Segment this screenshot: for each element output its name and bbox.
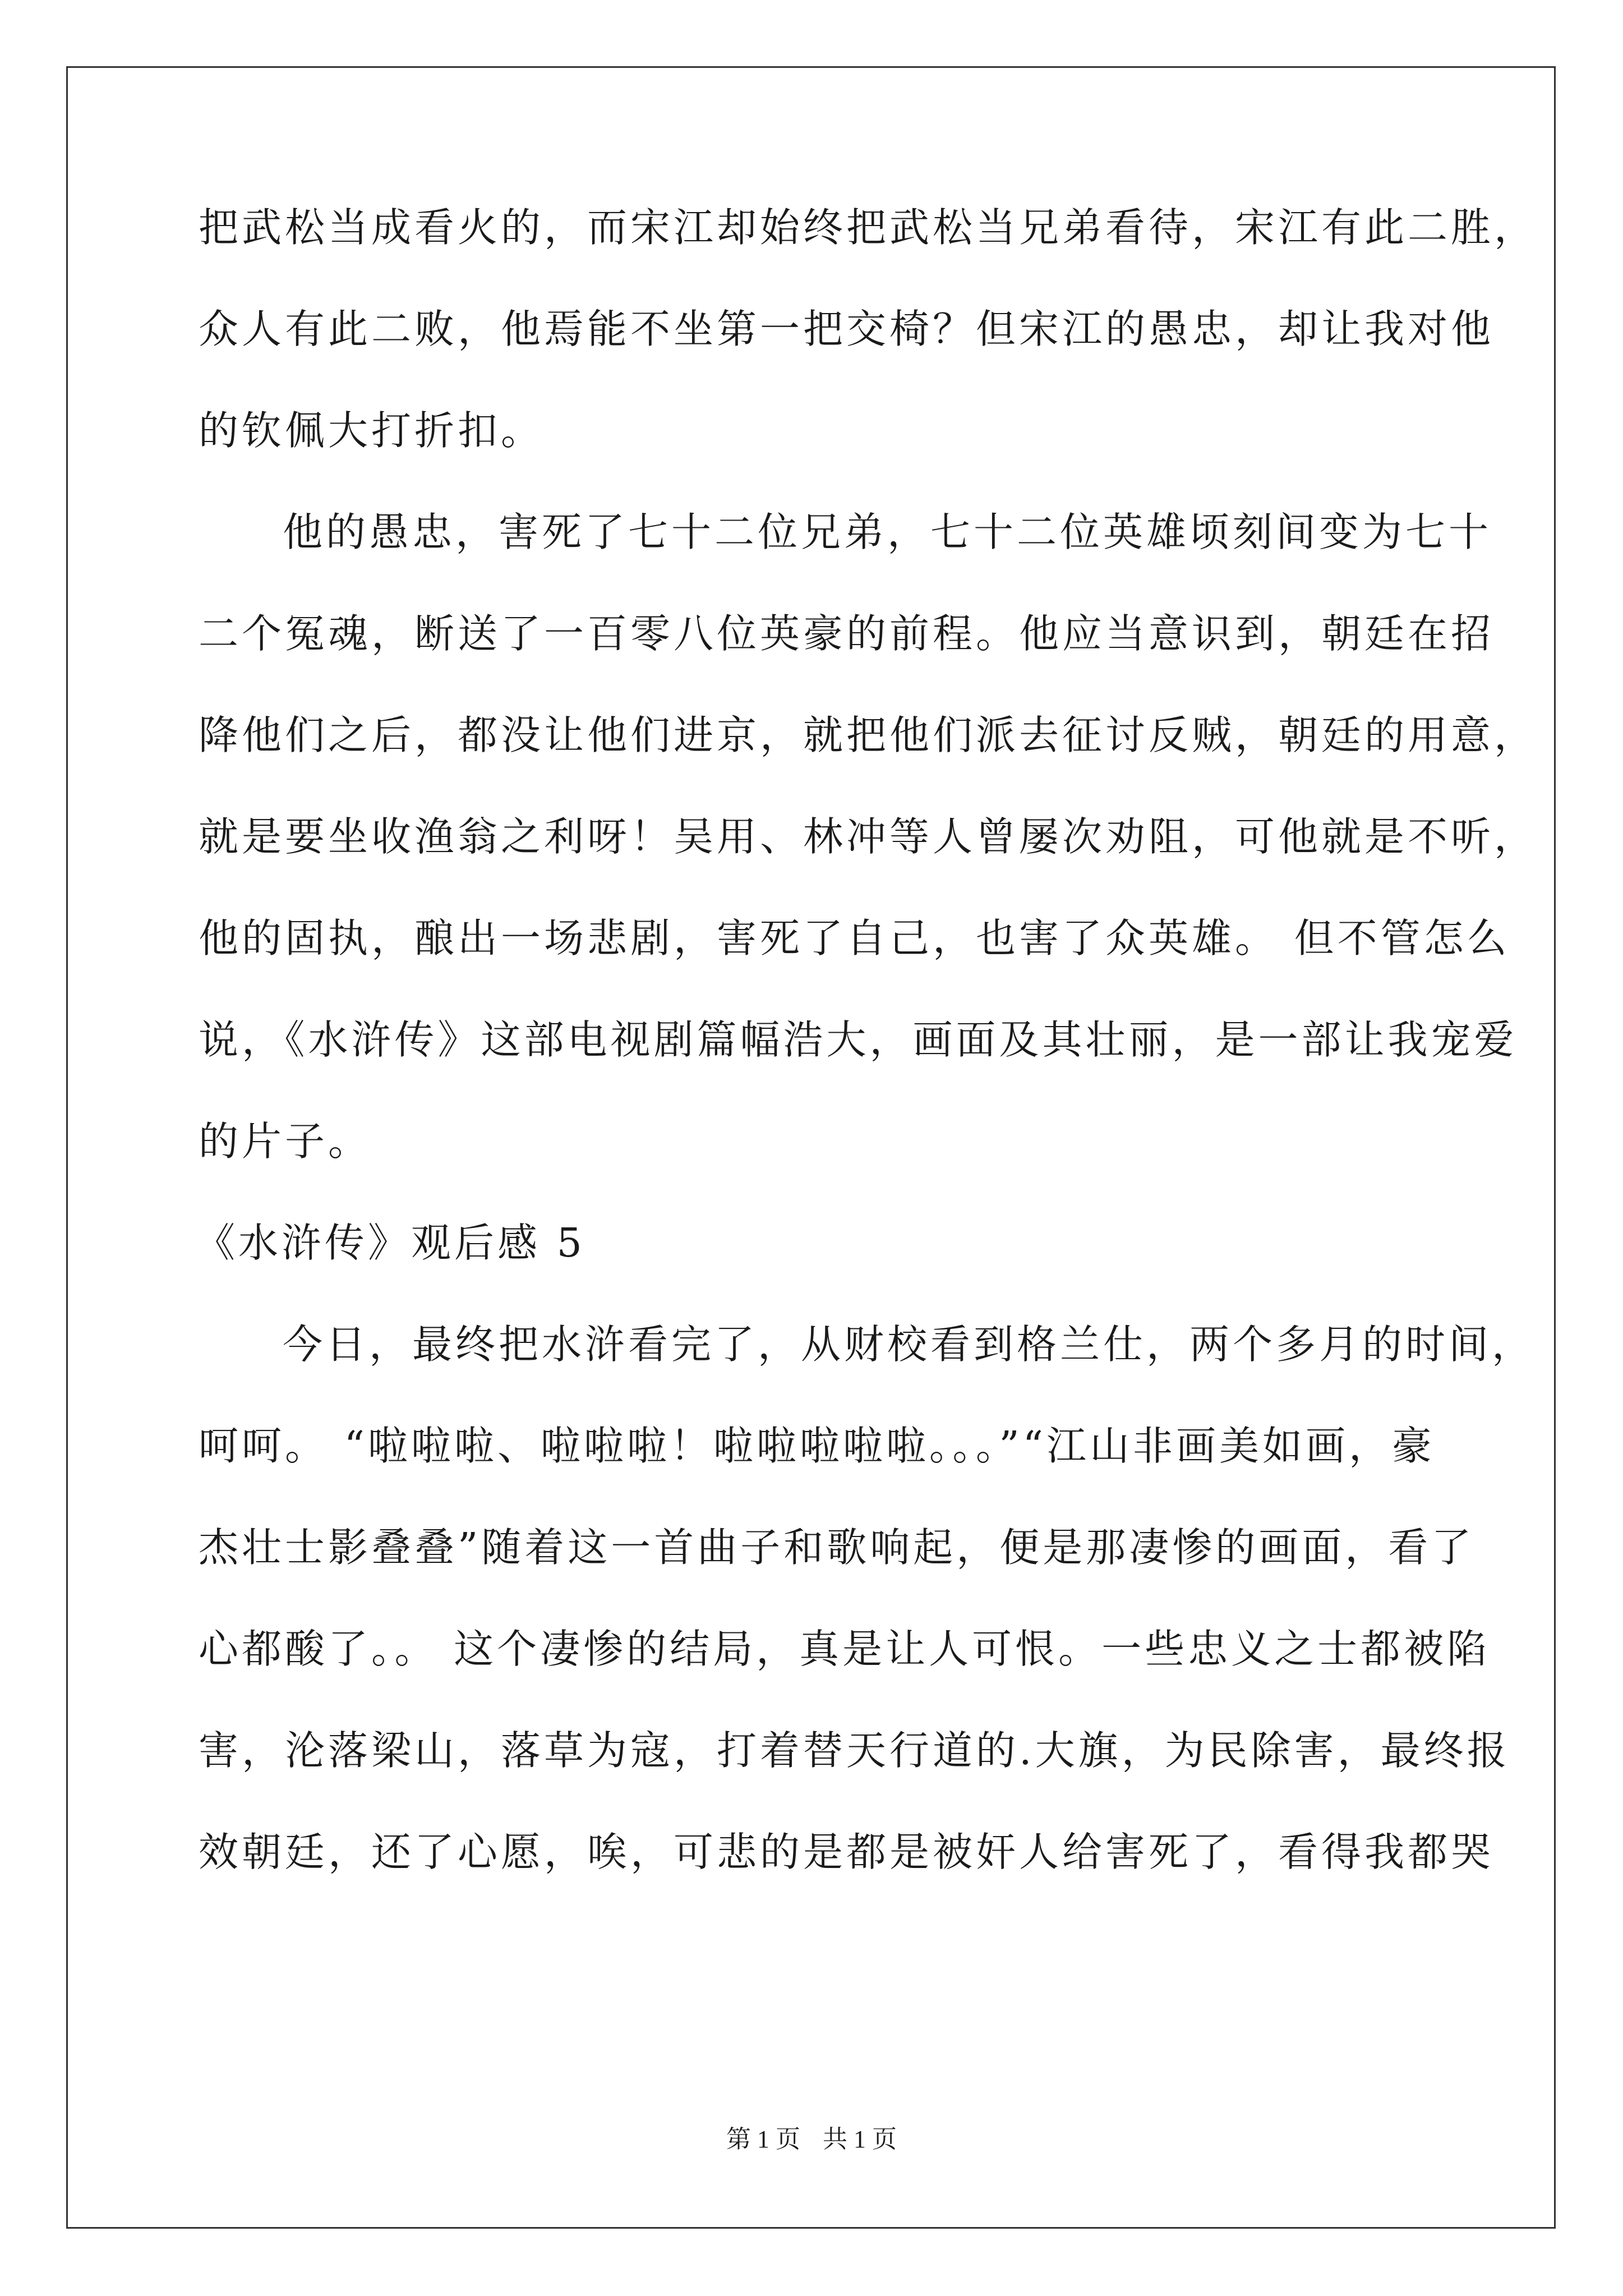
page-number: 第 1 页 [726,2125,800,2153]
page-footer [0,2127,1623,2152]
text-line: 的片子。 [199,1118,372,1165]
text-line: 呵呵。 “啦啦啦、啦啦啦！啦啦啦啦啦。。。”“江山非画美如画，豪 [199,1423,1435,1469]
page-total: 共 1 页 [823,2125,897,2153]
text-line: 今日，最终把水浒看完了，从财校看到格兰仕，两个多月的时间， [283,1321,1536,1368]
text-line: 就是要坐收渔翁之利呀！吴用、林冲等人曾屡次劝阻，可他就是不听， [199,813,1538,860]
text-line: 他的固执，酿出一场悲剧，害死了自己，也害了众英雄。 但不管怎么 [199,915,1510,961]
text-line: 他的愚忠，害死了七十二位兄弟，七十二位英雄顷刻间变为七十 [283,509,1492,555]
text-line: 心都酸了。。 这个凄惨的结局，真是让人可恨。一些忠义之士都被陷 [199,1626,1491,1672]
text-line: 说，《水浒传》这部电视剧篇幅浩大，画面及其壮丽，是一部让我宠爱 [199,1016,1518,1063]
text-line: 的钦佩大打折扣。 [199,407,545,454]
text-line: 二个冤魂，断送了一百零八位英豪的前程。他应当意识到，朝廷在招 [199,610,1495,657]
text-line: 把武松当成看火的，而宋江却始终把武松当兄弟看待，宋江有此二胜， [199,204,1538,251]
text-line: 效朝廷，还了心愿，唉，可悲的是都是被奸人给害死了，看得我都哭 [199,1829,1495,1875]
text-line: 杰壮士影叠叠”随着这一首曲子和歌响起，便是那凄惨的画面，看了 [199,1524,1475,1571]
text-line: 降他们之后，都没让他们进京，就把他们派去征讨反贼，朝廷的用意， [199,712,1538,758]
document-body [195,204,1538,1934]
text-line: 害，沦落梁山，落草为寇，打着替天行道的.大旗，为民除害，最终报 [199,1727,1510,1774]
section-title: 《水浒传》观后感 5 [195,1220,585,1266]
text-line: 众人有此二败，他焉能不坐第一把交椅？但宋江的愚忠，却让我对他 [199,306,1495,352]
